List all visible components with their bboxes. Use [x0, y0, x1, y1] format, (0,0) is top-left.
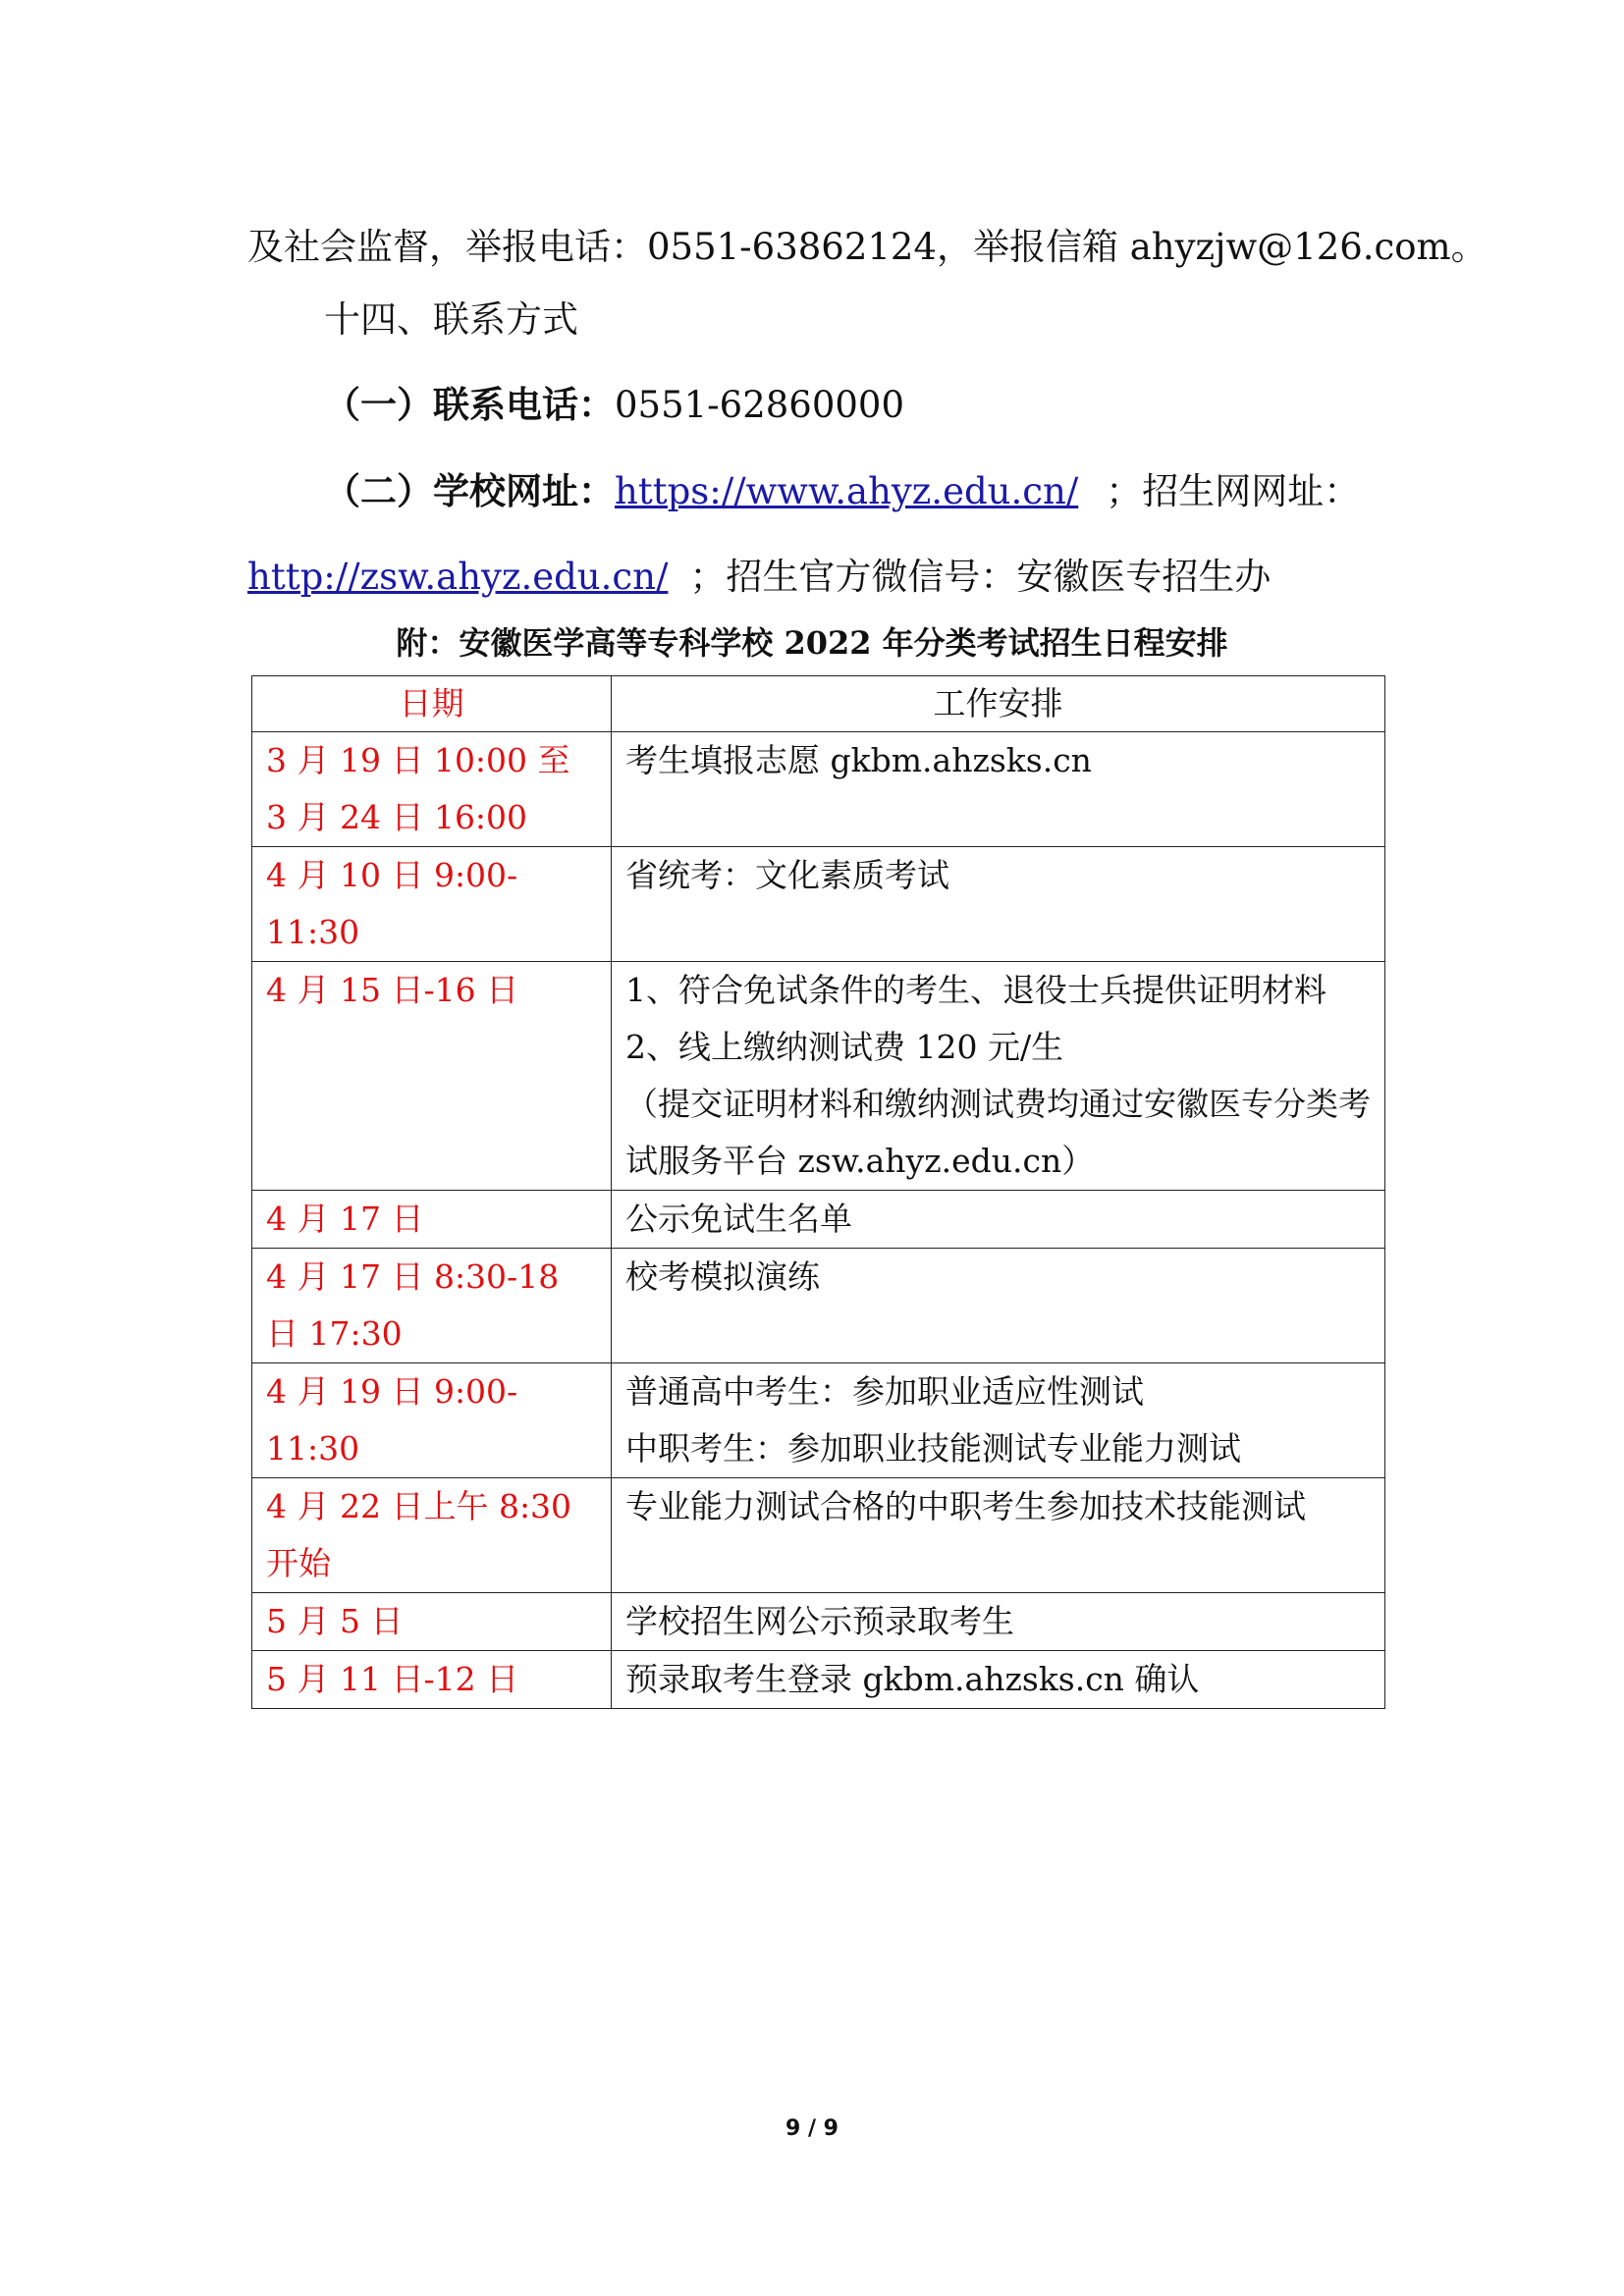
task-cell	[612, 962, 1385, 1191]
task-line: 省统考：文化素质考试	[625, 856, 949, 894]
date-cell: 4 月 15 日-16 日	[252, 962, 612, 1191]
table-row	[252, 1363, 1385, 1478]
table-row	[252, 1593, 1385, 1651]
task-cell	[612, 1191, 1385, 1249]
website-label: （二）学校网址：	[324, 469, 615, 512]
task-line: 2、线上缴纳测试费 120 元/生	[625, 1028, 1064, 1066]
task-cell	[612, 732, 1385, 847]
contact-admission-line	[247, 552, 1271, 603]
task-line: 公示免试生名单	[625, 1200, 852, 1238]
table-row	[252, 962, 1385, 1191]
schedule-caption: 附：安徽医学高等专科学校 2022 年分类考试招生日程安排	[396, 624, 1228, 662]
date-cell: 5 月 11 日-12 日	[252, 1651, 612, 1709]
table-row	[252, 1191, 1385, 1249]
date-cell: 4 月 17 日 8:30-18 日 17:30	[252, 1249, 612, 1363]
date-cell: 4 月 10 日 9:00-11:30	[252, 847, 612, 962]
table-row	[252, 1651, 1385, 1709]
task-line: 考生填报志愿 gkbm.ahzsks.cn	[625, 741, 1092, 779]
task-cell	[612, 1363, 1385, 1478]
task-cell	[612, 1651, 1385, 1709]
task-line: 普通高中考生：参加职业适应性测试	[625, 1372, 1144, 1411]
date-cell: 3 月 19 日 10:00 至 3 月 24 日 16:00	[252, 732, 612, 847]
contact-phone-line	[324, 379, 904, 431]
contact-website-line	[324, 465, 1360, 517]
admission-website-link[interactable]: http://zsw.ahyz.edu.cn/	[247, 556, 669, 598]
table-row	[252, 732, 1385, 847]
schedule-table	[251, 675, 1385, 1709]
date-cell: 4 月 17 日	[252, 1191, 612, 1249]
task-cell	[612, 847, 1385, 962]
task-line: 专业能力测试合格的中职考生参加技术技能测试	[625, 1487, 1306, 1525]
page-number: 9 / 9	[785, 2116, 839, 2141]
table-row	[252, 1249, 1385, 1363]
wechat-text: ；招生官方微信号：安徽医专招生办	[689, 556, 1272, 598]
task-line: 中职考生：参加职业技能测试专业能力测试	[625, 1429, 1241, 1468]
task-line: 1、符合免试条件的考生、退役士兵提供证明材料	[625, 971, 1326, 1009]
task-cell	[612, 1478, 1385, 1593]
section-heading-contact: 十四、联系方式	[324, 298, 578, 341]
table-row	[252, 1478, 1385, 1593]
task-line: 校考模拟演练	[625, 1257, 820, 1296]
paragraph-supervision: 及社会监督，举报电话：0551-63862124，举报信箱 ahyzjw@126.com。	[247, 226, 1488, 268]
task-line: 预录取考生登录 gkbm.ahzsks.cn 确认	[625, 1660, 1200, 1698]
header-date: 日期	[252, 676, 612, 732]
header-tasks: 工作安排	[612, 676, 1385, 732]
date-cell: 5 月 5 日	[252, 1593, 612, 1651]
admission-site-label: ；招生网网址：	[1106, 470, 1361, 512]
date-cell: 4 月 19 日 9:00-11:30	[252, 1363, 612, 1478]
phone-label: （一）联系电话：	[324, 383, 615, 426]
date-cell: 4 月 22 日上午 8:30 开始	[252, 1478, 612, 1593]
table-row	[252, 847, 1385, 962]
phone-value: 0551-62860000	[615, 384, 904, 426]
task-line: 学校招生网公示预录取考生	[625, 1602, 1014, 1640]
task-cell	[612, 1593, 1385, 1651]
school-website-link[interactable]: https://www.ahyz.edu.cn/	[615, 470, 1079, 512]
table-header-row	[252, 676, 1385, 732]
task-cell	[612, 1249, 1385, 1363]
task-line: （提交证明材料和缴纳测试费均通过安徽医专分类考试服务平台 zsw.ahyz.edu.cn）	[625, 1085, 1371, 1180]
